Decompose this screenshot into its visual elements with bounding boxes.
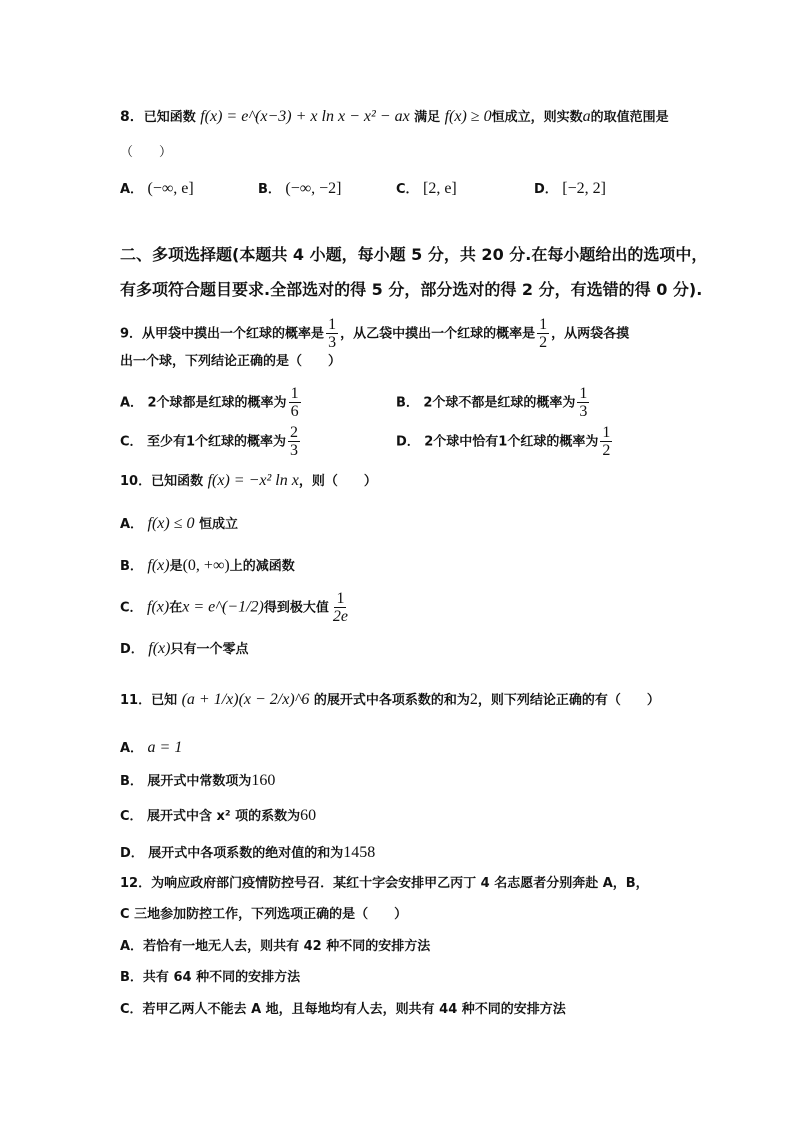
- option-fraction: [331, 590, 350, 625]
- q10-function: f(x) = −x² ln x: [207, 472, 299, 489]
- option-text: 若恰有一地无人去，则共有 42 种不同的安排方法: [143, 939, 431, 954]
- denominator: 3: [579, 403, 588, 420]
- q9-text-2: ，从乙袋中摸出一个红球的概率是: [340, 326, 536, 342]
- q9-stem-line2: 出一个球，下列结论正确的是（ ）: [120, 354, 342, 369]
- section-heading-line2: 有多项符合题目要求.全部选对的得 5 分，部分选对的得 2 分，有选错的得 0 分).: [120, 280, 703, 299]
- option-text: 若甲乙两人不能去 A 地，且每地均有人去，则共有 44 种不同的安排方法: [142, 1002, 566, 1017]
- option-label: D．: [120, 642, 144, 657]
- option-value: [−2, 2]: [562, 180, 606, 197]
- q11-value: 2: [469, 691, 478, 708]
- q9-text-3: ，从两袋各摸: [551, 326, 630, 342]
- q9-text-1: 从甲袋中摸出一个红球的概率是: [142, 326, 325, 342]
- q11-stem: [120, 690, 660, 711]
- option-label: D．: [534, 182, 558, 197]
- numerator: 2: [290, 424, 299, 441]
- q12-stem-line2: C 三地参加防控工作，下列选项正确的是（ ）: [120, 907, 408, 922]
- numerator: 1: [328, 316, 337, 333]
- q9-number: 9．: [120, 326, 143, 342]
- option-label: C．: [120, 600, 143, 616]
- option-value: [2, e]: [423, 180, 457, 197]
- option-label: A．: [120, 395, 144, 411]
- option-fraction: [288, 424, 300, 459]
- q10-option-a[interactable]: [120, 513, 238, 533]
- option-interval: (0, +∞): [182, 557, 230, 574]
- option-text-2: 上的减函数: [229, 559, 295, 574]
- option-math: f(x): [147, 557, 170, 574]
- option-math: f(x): [147, 598, 170, 616]
- option-text: 2个球中恰有1个红球的概率为: [424, 434, 599, 450]
- q11-option-b[interactable]: [120, 770, 275, 790]
- q9-option-a[interactable]: [120, 385, 303, 420]
- q9-stem: [120, 316, 629, 351]
- option-text: 2个球不都是红球的概率为: [423, 395, 576, 411]
- option-fraction: [289, 385, 301, 420]
- q8-option-c[interactable]: [396, 178, 457, 198]
- numerator: 1: [290, 385, 299, 402]
- q11-option-d[interactable]: [120, 842, 375, 862]
- option-text: 2个球都是红球的概率为: [147, 395, 287, 411]
- option-label: A．: [120, 741, 144, 756]
- option-text: 展开式中各项系数的绝对值的和为: [148, 846, 344, 861]
- q10-option-d[interactable]: [120, 638, 248, 658]
- q12-option-b[interactable]: [120, 966, 300, 985]
- q12-option-c[interactable]: [120, 998, 566, 1017]
- q9-option-d[interactable]: [396, 424, 614, 459]
- q12-stem: [120, 873, 649, 894]
- q10-stem: [120, 471, 377, 492]
- q10-number: 10．: [120, 474, 152, 489]
- option-label: D．: [120, 846, 144, 861]
- option-text: 至少有1个红球的概率为: [147, 434, 287, 450]
- q8-answer-paren: （ ）: [120, 145, 173, 160]
- q8-condition: f(x) ≥ 0: [444, 108, 492, 125]
- option-text: 是: [169, 559, 183, 574]
- option-math: f(x) ≤ 0: [147, 515, 195, 532]
- q10-pre-text: 已知函数: [151, 474, 204, 489]
- denominator: 3: [328, 334, 337, 351]
- q8-stem: [120, 107, 669, 128]
- q11-post-text-1: 的展开式中各项系数的和为: [313, 693, 470, 708]
- q9-fraction-2: [537, 316, 549, 351]
- numerator: 1: [336, 590, 345, 607]
- option-label: B．: [120, 774, 143, 789]
- q11-option-c[interactable]: [120, 805, 316, 825]
- option-label: A．: [120, 517, 144, 532]
- q12-line-1: 为响应政府部门疫情防控号召．某红十字会安排甲乙丙丁 4 名志愿者分别奔赴 A，B，: [151, 876, 649, 891]
- option-label: C．: [396, 182, 419, 197]
- option-math: 160: [251, 772, 276, 789]
- option-label: C．: [120, 1002, 143, 1017]
- option-text: 展开式中含 x² 项的系数为: [147, 809, 301, 824]
- section-heading-line1: 二、多项选择题(本题共 4 小题，每小题 5 分，共 20 分.在每小题给出的选项中，: [120, 245, 708, 264]
- option-point: x = e^(−1/2): [182, 598, 264, 616]
- q10-option-b[interactable]: [120, 555, 295, 575]
- q10-option-c[interactable]: [120, 590, 352, 625]
- option-label: B．: [120, 559, 143, 574]
- option-label: C．: [120, 809, 143, 824]
- q12-option-a[interactable]: [120, 935, 430, 954]
- option-fraction: [577, 385, 589, 420]
- q8-option-d[interactable]: [534, 178, 606, 198]
- q8-tail-text: 的取值范围是: [590, 110, 669, 125]
- denominator: 2: [602, 442, 611, 459]
- option-text: 只有一个零点: [170, 642, 249, 657]
- q8-variable: a: [582, 108, 591, 125]
- q8-mid-text: 满足: [414, 110, 441, 125]
- option-label: A．: [120, 939, 144, 954]
- option-math: a = 1: [147, 739, 183, 756]
- q8-option-b[interactable]: [258, 178, 341, 198]
- q9-fraction-1: [326, 316, 338, 351]
- option-math: 1458: [343, 844, 376, 861]
- q11-pre-text: 已知: [151, 693, 178, 708]
- option-text: 展开式中常数项为: [147, 774, 252, 789]
- option-label: D．: [396, 434, 420, 450]
- option-text: 在: [169, 600, 183, 616]
- denominator: 2: [539, 334, 548, 351]
- option-fraction: [600, 424, 612, 459]
- q8-number: 8．: [120, 109, 144, 125]
- q8-post-text: 恒成立，则实数: [491, 110, 583, 125]
- option-value: (−∞, e]: [147, 180, 194, 197]
- denominator: 6: [290, 403, 299, 420]
- q11-number: 11．: [120, 693, 152, 708]
- denominator: 3: [290, 442, 299, 459]
- q9-option-b[interactable]: [396, 385, 591, 420]
- option-text: 恒成立: [198, 517, 238, 532]
- q10-post-text: ，则（ ）: [298, 474, 377, 489]
- option-value: (−∞, −2]: [285, 180, 342, 197]
- numerator: 1: [579, 385, 588, 402]
- option-math: f(x): [148, 640, 171, 657]
- option-label: B．: [258, 182, 281, 197]
- q11-expression: (a + 1/x)(x − 2/x)^6: [181, 691, 310, 708]
- option-label: C．: [120, 434, 143, 450]
- q8-pre-text: 已知函数: [143, 110, 196, 125]
- numerator: 1: [539, 316, 548, 333]
- q8-function: f(x) = e^(x−3) + x ln x − x² − ax: [200, 108, 410, 125]
- q11-option-a[interactable]: [120, 737, 182, 757]
- option-text: 共有 64 种不同的安排方法: [142, 970, 301, 985]
- q9-option-c[interactable]: [120, 424, 302, 459]
- option-label: B．: [396, 395, 419, 411]
- option-label: A．: [120, 182, 144, 197]
- denominator: 2e: [332, 608, 348, 625]
- q8-option-a[interactable]: [120, 178, 194, 198]
- option-label: B．: [120, 970, 143, 985]
- option-text-2: 得到极大值: [263, 600, 329, 616]
- q12-number: 12．: [120, 876, 152, 891]
- option-math: 60: [300, 807, 317, 824]
- q11-post-text-2: ，则下列结论正确的有（ ）: [477, 693, 660, 708]
- numerator: 1: [602, 424, 611, 441]
